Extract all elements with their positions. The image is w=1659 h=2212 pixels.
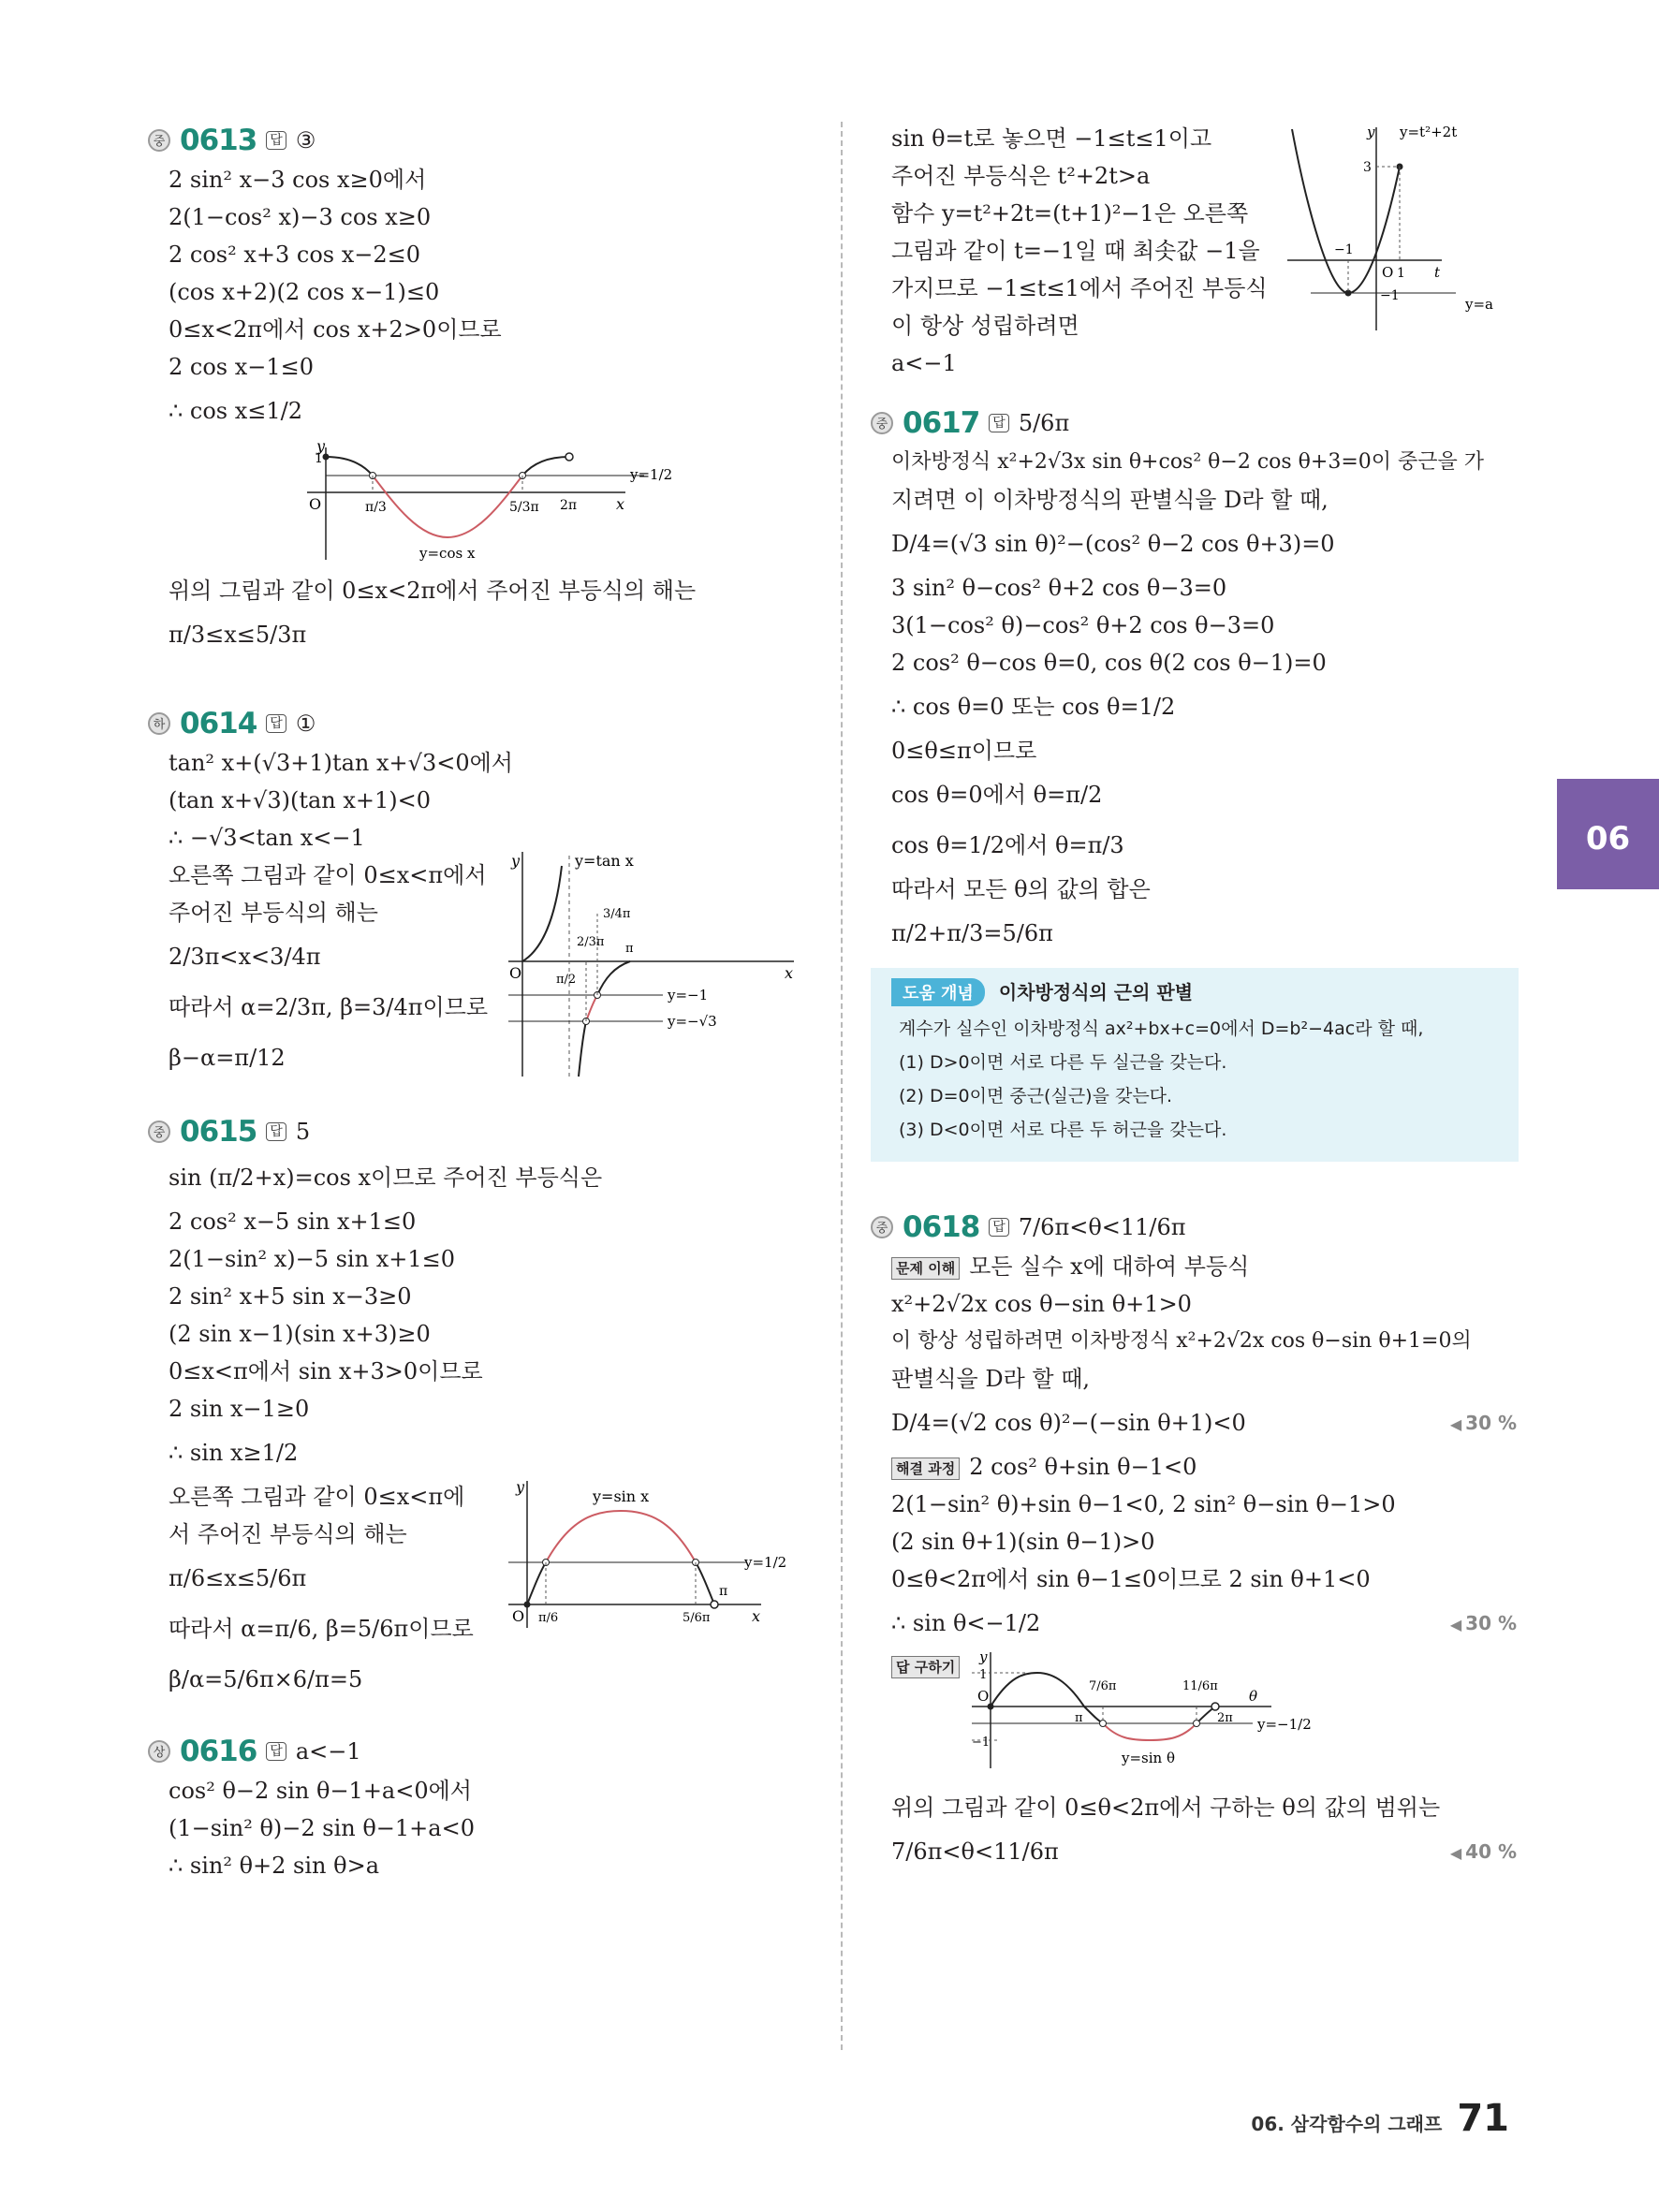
solution-line: 주어진 부등식의 해는 (169, 900, 378, 926)
problem-number: 0613 (180, 124, 257, 157)
sin-theta-graph (972, 1648, 1459, 1770)
solution-line: 2 cos² θ−cos θ=0, cos θ(2 cos θ−1)=0 (891, 650, 1327, 676)
answer-value: ① (295, 710, 316, 737)
axis-label: y (316, 437, 326, 455)
tick-label: −1 (1334, 242, 1354, 257)
problem-0615 (148, 1111, 822, 1705)
solution-line: (cos x+2)(2 cos x−1)≤0 (169, 279, 440, 305)
solution-line: D/4=(√3 sin θ)²−(cos² θ−2 cos θ+3)=0 (891, 531, 1335, 557)
answer-tag: 답 (266, 714, 286, 733)
problem-0616 (148, 1731, 822, 1884)
tick-label: 5/6π (683, 1611, 711, 1625)
origin-label: O (509, 964, 522, 982)
line-label: y=1/2 (630, 466, 673, 483)
origin-label: O (1382, 264, 1394, 281)
help-line: 계수가 실수인 이차방정식 ax²+bx+c=0에서 D=b²−4ac라 할 때, (899, 1018, 1424, 1039)
answer-value: a<−1 (295, 1738, 361, 1765)
solution-line: 0≤θ≤π이므로 (891, 738, 1037, 764)
solution-line: 2 sin x−1≥0 (169, 1396, 310, 1422)
solution-line: ∴ cos θ=0 또는 cos θ=1/2 (891, 694, 1176, 720)
answer-value: ③ (295, 127, 316, 154)
answer-tag: 답 (266, 131, 286, 150)
solution-line: 이 항상 성립하려면 (891, 313, 1079, 339)
problem-0618 (871, 1207, 1517, 1877)
solution-text: D/4=(√2 cos θ)²−(−sin θ+1)<0 (891, 1410, 1246, 1436)
solution-line: π/3≤x≤5/3π (169, 622, 307, 648)
problem-0614 (148, 703, 822, 1083)
problem-0617 (871, 403, 1517, 1162)
tick-label: π/2 (556, 973, 577, 987)
solution-line: 2/3π<x<3/4π (169, 944, 321, 970)
right-column (871, 120, 1517, 1877)
problem-0616-continued (871, 120, 1517, 382)
solution-line: (2 sin x−1)(sin x+3)≥0 (169, 1321, 431, 1347)
level-badge: 하 (148, 712, 170, 735)
solution-text: 모든 실수 x에 대하여 부등식 (969, 1253, 1250, 1280)
tick-label: 1 (1397, 266, 1405, 281)
solution-line: 2(1−cos² x)−3 cos x≥0 (169, 204, 432, 230)
solution-line: 3 sin² θ−cos² θ+2 cos θ−3=0 (891, 575, 1227, 601)
chapter-tab: 06 (1557, 779, 1659, 889)
solution-line: 0≤θ<2π에서 sin θ−1≤0이므로 2 sin θ+1<0 (891, 1566, 1371, 1592)
problem-number: 0617 (903, 406, 980, 440)
solution-line: 서 주어진 부등식의 해는 (169, 1521, 407, 1547)
solution-line: (1−sin² θ)−2 sin θ−1+a<0 (169, 1815, 475, 1841)
solution-line: 따라서 모든 θ의 값의 합은 (891, 876, 1151, 902)
page-number: 71 (1457, 2097, 1509, 2140)
score-percent: ◀ 30 % (1449, 1612, 1517, 1634)
solution-text: 2 cos² θ+sin θ−1<0 (969, 1454, 1197, 1480)
tick-label: 1 (979, 1668, 988, 1682)
help-line: (2) D=0이면 중근(실근)을 갖는다. (899, 1086, 1173, 1106)
score-percent: ◀ 30 % (1449, 1412, 1517, 1434)
tick-label: 2π (560, 498, 578, 513)
solution-line: a<−1 (891, 350, 957, 376)
problem-number: 0616 (180, 1735, 257, 1768)
answer-value: 7/6π<θ<11/6π (1018, 1214, 1186, 1240)
score-percent: ◀ 40 % (1449, 1840, 1517, 1863)
sin-graph (499, 1473, 808, 1633)
solution-line: 2 sin² x−3 cos x≥0에서 (169, 167, 427, 193)
solution-line: 0≤x<π에서 sin x+3>0이므로 (169, 1358, 483, 1384)
solution-line: β−α=π/12 (169, 1045, 286, 1071)
axis-label: x (616, 495, 625, 513)
line-label: y=a (1465, 296, 1493, 313)
axis-label: y (516, 1478, 525, 1496)
solution-line: 2 cos² x+3 cos x−2≤0 (169, 242, 421, 268)
solution-line (871, 1248, 1517, 1285)
solution-line: 지려면 이 이차방정식의 판별식을 D라 할 때, (891, 487, 1329, 513)
tick-label: 7/6π (1089, 1679, 1117, 1693)
solution-line: 그림과 같이 t=−1일 때 최솟값 −1을 (891, 238, 1260, 264)
solution-line: 3(1−cos² θ)−cos² θ+2 cos θ−3=0 (891, 612, 1275, 638)
line-label: y=1/2 (744, 1554, 787, 1571)
solution-line: 2 cos² x−5 sin x+1≤0 (169, 1209, 417, 1235)
solution-line: β/α=5/6π×6/π=5 (169, 1666, 363, 1692)
page-footer (1251, 2097, 1509, 2140)
problem-header (148, 1731, 822, 1772)
step-tag: 답 구하기 (891, 1656, 960, 1678)
solution-line: 따라서 α=π/6, β=5/6π이므로 (169, 1616, 474, 1642)
solution-line: 2 cos x−1≤0 (169, 354, 315, 380)
tick-label: 2/3π (577, 935, 605, 949)
tick-label: π (1075, 1711, 1083, 1725)
problem-header (148, 703, 822, 744)
solution-line: π/6≤x≤5/6π (169, 1565, 307, 1591)
origin-label: O (977, 1688, 990, 1705)
solution-line: 오른쪽 그림과 같이 0≤x<π에 (169, 1484, 465, 1510)
solution-line: tan² x+(√3+1)tan x+√3<0에서 (169, 750, 513, 776)
solution-line (871, 1398, 1517, 1448)
problem-header (871, 403, 1517, 444)
solution-line: 가지므로 −1≤t≤1에서 주어진 부등식 (891, 275, 1268, 301)
step-tag: 해결 과정 (891, 1458, 960, 1480)
problem-0613 (148, 120, 822, 660)
level-badge: 상 (148, 1740, 170, 1763)
solution-line: 위의 그림과 같이 0≤x<2π에서 주어진 부등식의 해는 (169, 578, 697, 604)
origin-label: O (309, 495, 322, 513)
tick-label: 5/3π (509, 500, 539, 515)
axis-label: y (979, 1648, 988, 1665)
axis-label: y (1367, 124, 1375, 140)
answer-tag: 답 (989, 1218, 1009, 1237)
origin-label: O (512, 1607, 525, 1625)
level-badge: 중 (148, 1121, 170, 1143)
answer-tag: 답 (989, 414, 1009, 432)
axis-label: y (511, 852, 521, 870)
solution-line (871, 1598, 1517, 1648)
left-column (148, 120, 822, 1884)
line-label: y=−1/2 (1257, 1716, 1312, 1733)
solution-line: cos² θ−2 sin θ−1+a<0에서 (169, 1778, 472, 1804)
solution-line: 함수 y=t²+2t=(t+1)²−1은 오른쪽 (891, 200, 1249, 227)
solution-line: 2 sin² x+5 sin x−3≥0 (169, 1283, 412, 1310)
solution-line: 판별식을 D라 할 때, (891, 1366, 1091, 1392)
chapter-title: 06. 삼각함수의 그래프 (1251, 2113, 1443, 2135)
solution-line: 이차방정식 x²+2√3x sin θ+cos² θ−2 cos θ+3=0이 중근을 가 (891, 450, 1485, 474)
curve-label: y=sin x (593, 1487, 650, 1505)
answer-tag: 답 (266, 1122, 286, 1141)
solution-line: ∴ sin x≥1/2 (169, 1440, 299, 1466)
problem-header (871, 1207, 1517, 1248)
tick-label: 3 (1363, 160, 1372, 175)
solution-text: ∴ sin θ<−1/2 (891, 1610, 1041, 1636)
tick-label: π/3 (365, 500, 387, 515)
tick-label: π/6 (538, 1611, 559, 1625)
problem-number: 0614 (180, 707, 257, 740)
axis-label: x (752, 1607, 761, 1625)
tick-label: 11/6π (1182, 1679, 1218, 1693)
solution-line: ∴ sin² θ+2 sin θ>a (169, 1853, 379, 1879)
answer-value: 5/6π (1018, 410, 1070, 436)
tick-label: 1 (315, 451, 323, 466)
help-concept-box (871, 968, 1519, 1162)
tick-label: 2π (1217, 1711, 1233, 1725)
tan-graph (504, 847, 813, 1081)
solution-line (871, 1448, 1517, 1486)
problem-number: 0618 (903, 1210, 980, 1244)
solution-line: x²+2√2x cos θ−sin θ+1>0 (891, 1291, 1192, 1317)
solution-line: cos θ=0에서 θ=π/2 (891, 782, 1103, 808)
curve-label: y=tan x (575, 852, 634, 870)
solution-line: 이 항상 성립하려면 이차방정식 x²+2√2x cos θ−sin θ+1=0의 (891, 1329, 1472, 1353)
help-badge: 도움 개념 (891, 978, 985, 1006)
problem-header (148, 1111, 822, 1152)
solution-line: 따라서 α=2/3π, β=3/4π이므로 (169, 994, 489, 1020)
curve-label: y=t²+2t (1400, 124, 1458, 140)
solution-line: sin (π/2+x)=cos x이므로 주어진 부등식은 (169, 1165, 603, 1191)
solution-line: π/2+π/3=5/6π (891, 920, 1053, 946)
tick-label: −1 (972, 1736, 991, 1750)
help-line: (3) D<0이면 서로 다른 두 허근을 갖는다. (899, 1120, 1227, 1140)
solution-line: 0≤x<2π에서 cos x+2>0이므로 (169, 316, 502, 343)
curve-label: y=sin θ (1122, 1750, 1175, 1766)
tick-label: 3/4π (603, 907, 631, 921)
solution-line: (tan x+√3)(tan x+1)<0 (169, 787, 432, 813)
axis-label: x (785, 964, 794, 982)
line-label: y=−√3 (668, 1013, 717, 1030)
curve-label: y=cos x (419, 545, 476, 562)
tick-label: π (719, 1584, 728, 1599)
help-line: (1) D>0이면 서로 다른 두 실근을 갖는다. (899, 1052, 1227, 1073)
cos-graph (148, 436, 822, 572)
problem-number: 0615 (180, 1115, 257, 1149)
answer-value: 5 (295, 1119, 311, 1145)
step-tag: 문제 이해 (891, 1257, 960, 1280)
axis-label: t (1434, 264, 1441, 281)
column-divider (841, 122, 843, 2050)
level-badge: 중 (148, 129, 170, 152)
solution-line: 주어진 부등식은 t²+2t>a (891, 163, 1151, 189)
help-title: 이차방정식의 근의 판별 (998, 981, 1194, 1003)
level-badge: 중 (871, 1216, 893, 1238)
solution-line: ∴ cos x≤1/2 (169, 398, 303, 424)
tick-label: −1 (1380, 288, 1400, 303)
solution-text: 7/6π<θ<11/6π (891, 1838, 1059, 1865)
solution-line: 2(1−sin² x)−5 sin x+1≤0 (169, 1246, 455, 1272)
solution-line: 오른쪽 그림과 같이 0≤x<π에서 (169, 862, 487, 888)
solution-line: sin θ=t로 놓으면 −1≤t≤1이고 (891, 125, 1212, 152)
axis-label: θ (1249, 1688, 1258, 1705)
solution-line: cos θ=1/2에서 θ=π/3 (891, 832, 1124, 858)
solution-line: 위의 그림과 같이 0≤θ<2π에서 구하는 θ의 값의 범위는 (891, 1795, 1441, 1821)
solution-line: (2 sin θ+1)(sin θ−1)>0 (891, 1529, 1155, 1555)
solution-line: 2(1−sin² θ)+sin θ−1<0, 2 sin² θ−sin θ−1>0 (891, 1491, 1396, 1517)
parabola-graph (1283, 120, 1517, 335)
answer-step (871, 1648, 1517, 1770)
line-label: y=−1 (668, 987, 709, 1003)
answer-tag: 답 (266, 1742, 286, 1761)
tick-label: π (625, 942, 634, 956)
solution-line: ∴ −√3<tan x<−1 (169, 825, 365, 851)
solution-line (871, 1826, 1517, 1877)
problem-header (148, 120, 822, 161)
level-badge: 중 (871, 412, 893, 434)
